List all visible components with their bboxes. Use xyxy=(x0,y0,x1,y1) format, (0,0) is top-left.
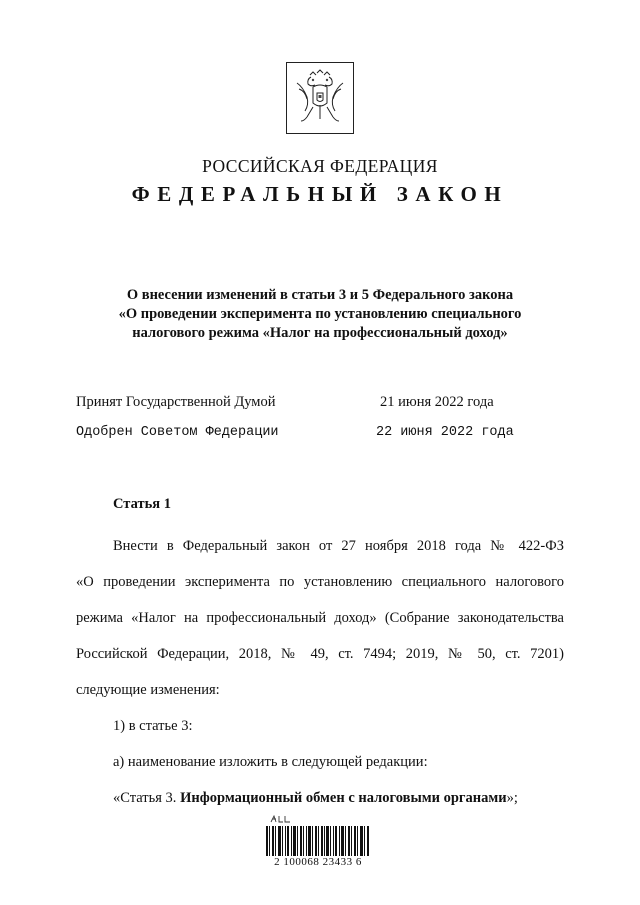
duma-adoption-date: 21 июня 2022 года xyxy=(380,394,494,410)
list-item: а) наименование изложить в следующей редакции: xyxy=(113,754,428,770)
article-body xyxy=(76,528,564,816)
state-emblem xyxy=(286,62,354,134)
barcode-number: 2 100068 23433 6 xyxy=(274,856,362,868)
quote-bold-title: Информационный обмен с налоговыми органами xyxy=(180,790,507,806)
list-item: 1) в статье 3: xyxy=(113,718,193,734)
barcode-icon xyxy=(266,826,370,856)
document-type-heading: ФЕДЕРАЛЬНЫЙ ЗАКОН xyxy=(131,182,509,206)
duma-adoption-label: Принят Государственной Думой xyxy=(76,394,276,410)
country-heading: РОССИЙСКАЯ ФЕДЕРАЦИЯ xyxy=(202,156,438,176)
quoted-heading xyxy=(76,780,564,816)
quote-prefix: «Статья 3. xyxy=(113,790,181,806)
paragraph-line: «О проведении эксперимента по установлению специального налогового xyxy=(76,574,564,590)
double-headed-eagle-icon xyxy=(293,69,347,127)
document-barcode-block xyxy=(258,814,378,872)
paragraph-line: режима «Налог на профессиональный доход» (Собрание законодательства xyxy=(76,610,564,626)
law-title-line: О внесении изменений в статьи 3 и 5 Федерального закона xyxy=(126,287,514,303)
article-heading: Статья 1 xyxy=(113,496,171,512)
quote-suffix: »; xyxy=(506,790,518,806)
paragraph-line: Внести в Федеральный закон от 27 ноября 2018 года № 422-ФЗ xyxy=(113,538,564,554)
law-title xyxy=(80,286,560,343)
paragraph-line: Российской Федерации, 2018, № 49, ст. 7494; 2019, № 50, ст. 7201) xyxy=(76,646,564,662)
council-approval-date: 22 июня 2022 года xyxy=(376,425,514,440)
law-title-line: «О проведении эксперимента по установлению специального xyxy=(118,306,522,322)
law-title-line: налогового режима «Налог на профессиональный доход» xyxy=(132,325,508,341)
paragraph-line: следующие изменения: xyxy=(76,682,220,698)
council-approval-label: Одобрен Советом Федерации xyxy=(76,425,279,440)
